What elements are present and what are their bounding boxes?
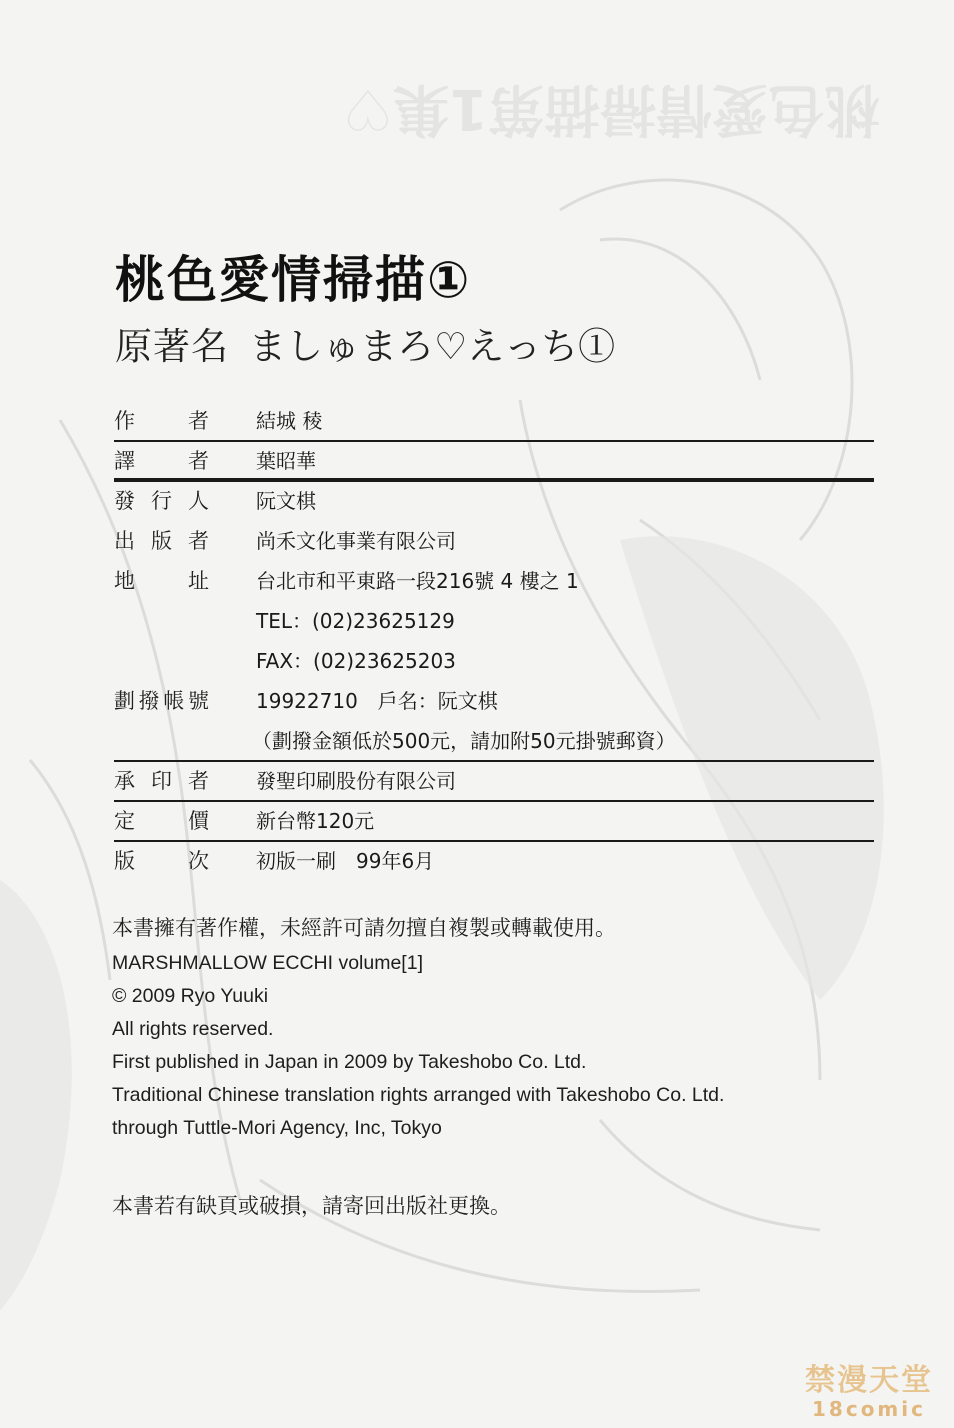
credit-label <box>114 405 209 435</box>
credit-row-printer <box>114 765 874 805</box>
copyright-line: First published in Japan in 2009 by Takeshobo Co. Ltd. <box>112 1051 587 1073</box>
credit-label-char: 版 <box>151 529 172 553</box>
divider <box>114 800 874 802</box>
copyright-notice: 本書擁有著作權，未經許可請勿擅自複製或轉載使用。 <box>112 916 616 940</box>
credit-value: （劃撥金額低於500元，請加附50元掛號郵資） <box>252 729 676 753</box>
copyright-line: © 2009 Ryo Yuuki <box>112 985 269 1007</box>
credit-label <box>114 485 209 515</box>
credit-label-char: 次 <box>188 849 209 873</box>
credit-value: 19922710 戶名：阮文棋 <box>256 689 498 713</box>
credit-label-char: 印 <box>151 769 172 793</box>
credit-label-char: 帳 <box>163 689 185 713</box>
credit-label-char: 址 <box>188 569 209 593</box>
credit-value: FAX：(02)23625203 <box>256 649 456 673</box>
credit-row-postal-note <box>114 725 874 765</box>
credit-label <box>114 445 209 475</box>
credit-value: 發聖印刷股份有限公司 <box>256 769 456 793</box>
credit-label-char: 人 <box>188 489 209 513</box>
credit-label <box>114 845 209 875</box>
original-title-label: 原著名 <box>115 325 229 368</box>
credit-row-address <box>114 565 874 605</box>
credit-value: TEL：(02)23625129 <box>256 609 455 633</box>
watermark-text: 禁漫天堂 <box>805 1363 933 1398</box>
credit-label-char: 版 <box>114 849 135 873</box>
credit-label-char: 譯 <box>114 449 135 473</box>
credit-row-fax <box>114 645 874 685</box>
credit-value: 新台幣120元 <box>256 809 375 833</box>
original-title-line <box>115 316 615 370</box>
credit-row-publisher <box>114 525 874 565</box>
divider <box>114 440 874 442</box>
credit-row-price <box>114 805 874 845</box>
credit-value: 初版一刷 99年6月 <box>256 849 435 873</box>
credit-value: 台北市和平東路一段216號 4 樓之 1 <box>256 569 579 593</box>
book-title: 桃色愛情掃描① <box>115 251 472 309</box>
credit-label-char: 撥 <box>138 689 160 713</box>
credit-label-char: 者 <box>188 529 209 553</box>
credit-label <box>114 805 209 835</box>
copyright-line: Traditional Chinese translation rights arranged with Takeshobo Co. Ltd. <box>112 1084 725 1106</box>
credit-label-char: 定 <box>114 809 135 833</box>
replacement-notice: 本書若有缺頁或破損，請寄回出版社更換。 <box>112 1194 511 1218</box>
copyright-line: MARSHMALLOW ECCHI volume[1] <box>112 952 423 974</box>
credit-label <box>114 765 209 795</box>
credit-value: 結城 稜 <box>256 409 323 433</box>
credit-label-char: 者 <box>188 409 209 433</box>
divider <box>114 760 874 762</box>
credit-label-char: 地 <box>114 569 135 593</box>
credit-row-publisher-person <box>114 485 874 525</box>
divider <box>114 840 874 842</box>
credit-label <box>114 525 209 555</box>
credit-row-author <box>114 405 874 445</box>
credit-label <box>114 565 209 595</box>
credit-row-postal-account <box>114 685 874 725</box>
divider-thick <box>114 478 874 482</box>
svg-text:桃色愛情掃描第1集♡: 桃色愛情掃描第1集♡ <box>342 76 880 141</box>
copyright-line: All rights reserved. <box>112 1018 274 1040</box>
credit-label-char: 者 <box>188 449 209 473</box>
credit-label-char: 行 <box>151 489 172 513</box>
copyright-line: through Tuttle-Mori Agency, Inc, Tokyo <box>112 1117 442 1139</box>
watermark-text: 18comic <box>812 1397 926 1421</box>
credit-label-char: 作 <box>114 409 135 433</box>
credit-value: 葉昭華 <box>256 449 316 473</box>
credit-label-char: 者 <box>188 769 209 793</box>
credit-row-tel <box>114 605 874 645</box>
credit-label <box>114 685 209 715</box>
credit-label-char: 號 <box>187 689 209 713</box>
credit-label-char: 出 <box>114 529 135 553</box>
credit-value: 尚禾文化事業有限公司 <box>256 529 456 553</box>
credit-label-char: 發 <box>114 489 135 513</box>
credit-value: 阮文棋 <box>256 489 316 513</box>
credit-label-char: 價 <box>188 809 209 833</box>
credit-row-edition <box>114 845 874 885</box>
credit-label-char: 劃 <box>114 689 135 713</box>
site-watermark-logo <box>790 1364 948 1424</box>
original-title: ましゅまろ♡えっち① <box>249 325 616 368</box>
credit-label-char: 承 <box>114 769 135 793</box>
